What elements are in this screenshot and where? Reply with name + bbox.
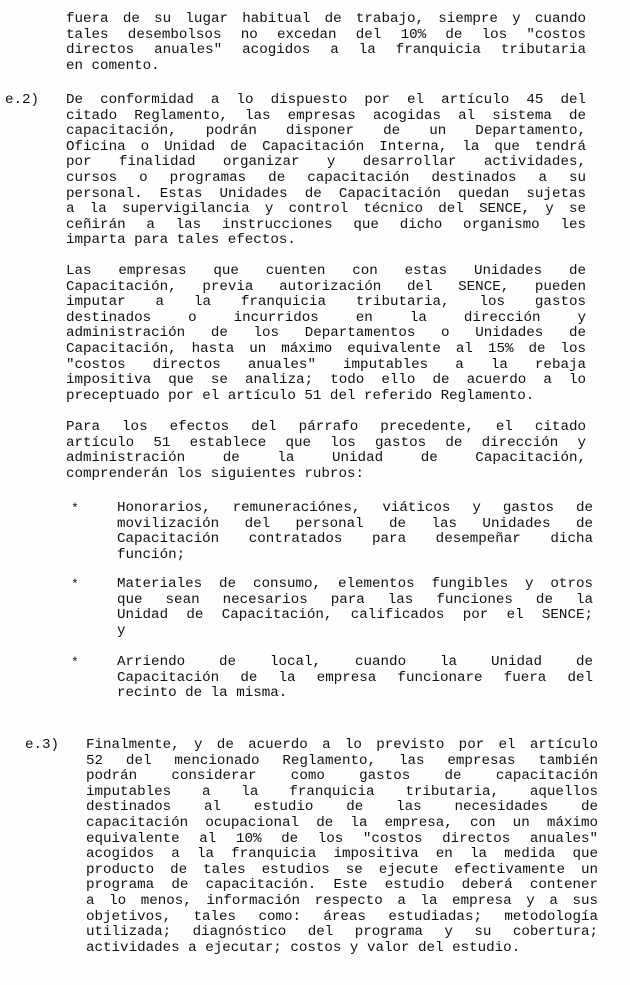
bullet-mark: * <box>71 655 79 670</box>
e2-p2-line: Las empresas que cuenten con estas Unidades de <box>66 263 586 279</box>
bullet-line: Unidad de Capacitación, calificados por el SENCE; <box>117 607 593 624</box>
e2-paragraph-3 <box>66 420 586 482</box>
bullet-line: recinto de la misma. <box>117 685 288 702</box>
e2-p1-line: por finalidad organizar y desarrollar actividades, <box>66 154 586 171</box>
bullet-line: Materiales de consumo, elementos fungibles y otros <box>117 576 593 592</box>
intro-line: fuera de su lugar habitual de trabajo, siempre y cuando <box>66 11 586 27</box>
e3-line: Finalmente, y de acuerdo a lo previsto por el artículo <box>86 737 598 753</box>
e3-line: destinados al estudio de las necesidades de <box>86 799 598 816</box>
bullet-line: y <box>117 622 126 639</box>
bullet-item <box>117 655 593 702</box>
e2-paragraph-1 <box>66 93 586 249</box>
intro-line: directos anuales" acogidos a la franquicia tributaria <box>66 42 586 59</box>
e2-p1-line: Oficina o Unidad de Capacitación Interna, la que tendrá <box>66 138 586 155</box>
bullet-item <box>117 501 593 563</box>
e2-p2-line: "costos directos anuales" imputables a la rebaja <box>66 356 586 373</box>
e2-p1-line: ceñirán a las instrucciones que dicho organismo les <box>66 216 586 233</box>
bullet-line: que sean necesarios para las funciones de la <box>117 591 593 608</box>
e2-p1-line: a la supervigilancia y control técnico del SENCE, y se <box>66 201 586 218</box>
bullet-line: Arriendo de local, cuando la Unidad de <box>117 654 593 670</box>
e2-p2-line: destinados o incurridos en la dirección y <box>66 309 586 326</box>
e2-p3-line: artículo 51 establece que los gastos de dirección y <box>66 434 586 451</box>
e2-p3-line: administración de la Unidad de Capacitación, <box>66 450 586 467</box>
e3-line: equivalente al 10% de los "costos directos anuales" <box>86 830 598 847</box>
e2-p1-line: citado Reglamento, las empresas acogidas al sistema de <box>66 107 586 124</box>
e2-p1-line: capacitación, podrán disponer de un Departamento, <box>66 123 586 140</box>
bullet-line: función; <box>117 546 186 563</box>
bullet-mark: * <box>71 577 79 592</box>
intro-line: tales desembolsos no excedan del 10% de los "costos <box>66 26 586 43</box>
e3-line: producto de tales estudios se ejecute efectivamente un <box>86 861 598 878</box>
e3-line: 52 del mencionado Reglamento, las empresas también <box>86 752 598 769</box>
e2-paragraph-2 <box>66 264 586 404</box>
intro-line: en comento. <box>66 57 160 74</box>
e3-line: imputables a la franquicia tributaria, aquellos <box>86 783 598 800</box>
e3-line: utilizada; diagnóstico del programa y su cobertura; <box>86 924 598 941</box>
e3-line: acogidos a la franquicia impositiva en la medida que <box>86 846 598 863</box>
e3-line: actividades a ejecutar; costos y valor del estudio. <box>86 939 521 956</box>
e2-p3-line: Para los efectos del párrafo precedente, el citado <box>66 419 586 435</box>
e3-paragraph <box>86 738 598 956</box>
section-label-e3: e.3) <box>25 737 60 753</box>
e2-p2-line: Capacitación, hasta un máximo equivalente al 15% de los <box>66 340 586 357</box>
e2-p1-line: De conformidad a lo dispuesto por el artículo 45 del <box>66 92 586 108</box>
e3-line: capacitación ocupacional de la empresa, con un máximo <box>86 814 598 831</box>
section-label-e2: e.2) <box>5 92 40 108</box>
e2-p2-line: imputar a la franquicia tributaria, los gastos <box>66 294 586 311</box>
e2-p1-line: imparta para tales efectos. <box>66 232 296 249</box>
bullet-item <box>117 577 593 639</box>
bullet-line: Capacitación contratados para desempeñar dicha <box>117 531 593 548</box>
bullet-line: Capacitación de la empresa funcionare fuera del <box>117 669 593 686</box>
e2-p3-line: comprenderán los siguientes rubros: <box>66 465 364 482</box>
e2-p1-line: cursos o programas de capacitación destinados a su <box>66 169 586 186</box>
bullet-line: Honorarios, remuneraciónes, viáticos y gastos de <box>117 500 593 516</box>
e3-line: objetivos, tales como: áreas estudiadas; metodología <box>86 908 598 925</box>
e2-p2-line: Capacitación, previa autorización del SENCE, pueden <box>66 278 586 295</box>
bullet-line: movilización del personal de las Unidades de <box>117 515 593 532</box>
e3-line: podrán considerar como gastos de capacitación <box>86 768 598 785</box>
e2-p2-line: impositiva que se analiza; todo ello de acuerdo a lo <box>66 372 586 389</box>
e2-p2-line: preceptuado por el artículo 51 del referido Reglamento. <box>66 387 535 404</box>
e3-line: a lo menos, información respecto a la empresa y a sus <box>86 892 598 909</box>
intro-paragraph <box>66 12 586 74</box>
bullet-mark: * <box>71 501 79 516</box>
e3-line: programa de capacitación. Este estudio deberá contener <box>86 877 598 894</box>
e2-p2-line: administración de los Departamentos o Unidades de <box>66 325 586 342</box>
e2-p1-line: personal. Estas Unidades de Capacitación quedan sujetas <box>66 185 586 202</box>
